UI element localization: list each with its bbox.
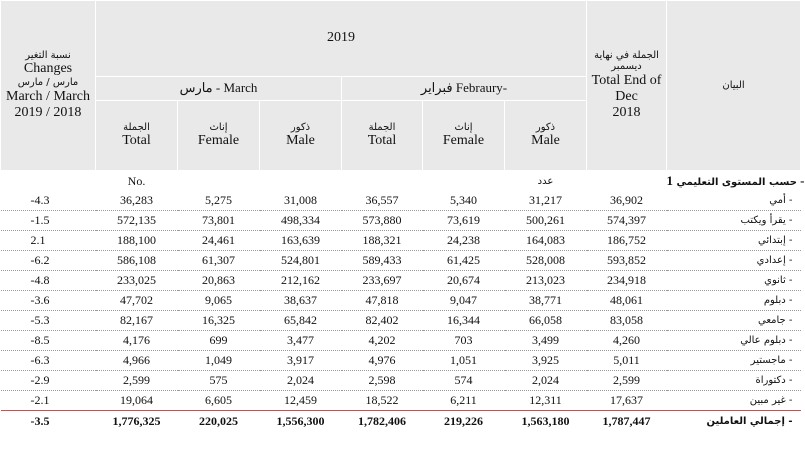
female-en-label: Female	[197, 133, 240, 149]
header-total-end	[587, 1, 667, 171]
cell-fm: 164,083	[505, 231, 587, 251]
cell-ft: 18,522	[342, 391, 423, 411]
row-label-text: غير مبين	[749, 395, 786, 406]
cell-ft: 82,402	[342, 311, 423, 331]
cell-ff: 9,047	[423, 291, 505, 311]
cell-ff: 219,226	[423, 411, 505, 432]
row-label: إبتدائي -	[667, 231, 801, 251]
row-label-text: دبلوم عالي	[740, 335, 786, 346]
cell-chg: -8.5	[1, 331, 96, 351]
cell-fm: 500,261	[505, 211, 587, 231]
cell-dec: 4,260	[587, 331, 667, 351]
total-end-ar-label: الجملة في نهاية ديسمبر	[594, 49, 659, 73]
total-end-year-label: 2018	[612, 105, 641, 121]
row-label-text: جامعي	[757, 315, 786, 326]
cell-fm: 1,563,180	[505, 411, 587, 432]
cell-mf: 73,801	[178, 211, 260, 231]
cell-fm: 213,023	[505, 271, 587, 291]
cell-ft: 188,321	[342, 231, 423, 251]
header-march-male	[260, 101, 342, 171]
row-label: دبلوم -	[667, 291, 801, 311]
cell-fm: 12,311	[505, 391, 587, 411]
row-label: إعدادي -	[667, 251, 801, 271]
table-row	[1, 371, 801, 391]
cell-fm: 38,771	[505, 291, 587, 311]
female-en-label: Female	[442, 133, 485, 149]
row-label-text: دبلوم	[763, 295, 786, 306]
cell-ft: 4,976	[342, 351, 423, 371]
cell-ff: 574	[423, 371, 505, 391]
cell-mt: 19,064	[96, 391, 178, 411]
cell-dec: 17,637	[587, 391, 667, 411]
total-ar-label: الجملة	[368, 121, 396, 133]
cell-mm: 31,008	[260, 191, 342, 211]
table-row	[1, 311, 801, 331]
total-end-en-label: Total End of Dec	[591, 72, 662, 104]
cell-chg: -5.3	[1, 311, 96, 331]
header-feb-female	[423, 101, 505, 171]
statement-label: البيان	[722, 79, 745, 91]
cell-ff: 1,051	[423, 351, 505, 371]
cell-chg: -2.9	[1, 371, 96, 391]
table-row	[1, 211, 801, 231]
years-label: 2019 / 2018	[14, 105, 82, 121]
cell-chg: -1.5	[1, 211, 96, 231]
february-label: فبراير Febraury-	[420, 80, 508, 96]
cell-dec: 1,787,447	[587, 411, 667, 432]
cell-ft: 589,433	[342, 251, 423, 271]
cell-mf: 699	[178, 331, 260, 351]
header-march-total	[96, 101, 178, 171]
cell-ft: 233,697	[342, 271, 423, 291]
section-number: 1 -	[666, 173, 805, 188]
row-label-text: إعدادي	[756, 255, 786, 266]
row-label-text: ثانوي	[764, 275, 786, 286]
table-row	[1, 191, 801, 211]
cell-mf: 5,275	[178, 191, 260, 211]
cell-mf: 61,307	[178, 251, 260, 271]
cell-fm: 528,008	[505, 251, 587, 271]
cell-mf: 9,065	[178, 291, 260, 311]
male-en-label: Male	[531, 133, 560, 149]
cell-mm: 498,334	[260, 211, 342, 231]
cell-ff: 703	[423, 331, 505, 351]
cell-mt: 233,025	[96, 271, 178, 291]
cell-ff: 6,211	[423, 391, 505, 411]
table-row	[1, 291, 801, 311]
cell-ft: 4,202	[342, 331, 423, 351]
cell-dec: 186,752	[587, 231, 667, 251]
cell-dec: 83,058	[587, 311, 667, 331]
cell-ff: 24,238	[423, 231, 505, 251]
cell-ff: 61,425	[423, 251, 505, 271]
row-label-text: دكتوراة	[755, 375, 786, 386]
row-label: أمي -	[667, 191, 801, 211]
section-heading	[666, 171, 805, 192]
row-label: إجمالي العاملين -	[667, 411, 801, 432]
row-label-text: ماجستير	[750, 355, 786, 366]
female-ar-label: إناث	[209, 121, 228, 133]
row-label: دبلوم عالي -	[667, 331, 801, 351]
table-header	[1, 1, 801, 171]
cell-mm: 212,162	[260, 271, 342, 291]
cell-ft: 573,880	[342, 211, 423, 231]
cell-mm: 524,801	[260, 251, 342, 271]
header-feb-total	[342, 101, 423, 171]
cell-fm: 3,925	[505, 351, 587, 371]
cell-mt: 586,108	[96, 251, 178, 271]
header-march	[96, 77, 342, 101]
changes-en-label: Changes	[23, 61, 73, 77]
header-statement	[667, 1, 801, 171]
cell-mf: 16,325	[178, 311, 260, 331]
row-label-text: إبتدائي	[758, 235, 786, 246]
cell-fm: 31,217	[505, 191, 587, 211]
year-label: 2019	[327, 30, 356, 46]
unit-row	[1, 171, 801, 192]
table-row	[1, 251, 801, 271]
row-label: ثانوي -	[667, 271, 801, 291]
cell-fm: 3,499	[505, 331, 587, 351]
cell-chg: -2.1	[1, 391, 96, 411]
male-ar-label: ذكور	[290, 121, 311, 133]
table-row	[1, 391, 801, 411]
row-label: يقرأ ويكتب -	[667, 211, 801, 231]
march-march-en-label: March / March	[6, 88, 90, 104]
cell-mm: 163,639	[260, 231, 342, 251]
cell-chg: -6.2	[1, 251, 96, 271]
cell-mt: 2,599	[96, 371, 178, 391]
total-en-label: Total	[367, 133, 397, 149]
header-march-female	[178, 101, 260, 171]
cell-mf: 6,605	[178, 391, 260, 411]
row-label: دكتوراة -	[667, 371, 801, 391]
cell-mt: 188,100	[96, 231, 178, 251]
row-label-text: إجمالي العاملين	[706, 415, 785, 427]
cell-chg: -3.6	[1, 291, 96, 311]
cell-mm: 65,842	[260, 311, 342, 331]
row-label: جامعي -	[667, 311, 801, 331]
cell-mt: 82,167	[96, 311, 178, 331]
cell-dec: 593,852	[587, 251, 667, 271]
cell-ft: 36,557	[342, 191, 423, 211]
march-label: مارس - March	[179, 80, 258, 96]
cell-mt: 1,776,325	[96, 411, 178, 432]
table-body	[1, 171, 805, 432]
cell-chg: -4.8	[1, 271, 96, 291]
row-label-text: أمي	[769, 195, 786, 206]
total-ar-label: الجملة	[123, 121, 150, 133]
cell-ft: 47,818	[342, 291, 423, 311]
table-row	[1, 231, 801, 251]
cell-mt: 4,966	[96, 351, 178, 371]
total-en-label: Total	[122, 133, 151, 149]
cell-ft: 1,782,406	[342, 411, 423, 432]
unit-no: No.	[127, 173, 146, 188]
table-row	[1, 271, 801, 291]
cell-mt: 572,135	[96, 211, 178, 231]
cell-ft: 2,598	[342, 371, 423, 391]
total-row	[1, 411, 801, 432]
cell-dec: 36,902	[587, 191, 667, 211]
cell-dec: 574,397	[587, 211, 667, 231]
cell-mf: 575	[178, 371, 260, 391]
header-changes	[1, 1, 96, 171]
cell-ff: 5,340	[423, 191, 505, 211]
section-label: حسب المستوى التعليمي	[676, 177, 797, 188]
cell-ff: 16,344	[423, 311, 505, 331]
cell-mm: 3,477	[260, 331, 342, 351]
cell-mt: 36,283	[96, 191, 178, 211]
cell-mm: 3,917	[260, 351, 342, 371]
cell-mt: 47,702	[96, 291, 178, 311]
table-row	[1, 331, 801, 351]
row-label: غير مبين -	[667, 391, 801, 411]
cell-dec: 234,918	[587, 271, 667, 291]
cell-chg: -6.3	[1, 351, 96, 371]
march-march-ar-label: مارس / مارس	[17, 77, 79, 89]
female-ar-label: إناث	[454, 121, 473, 133]
cell-mm: 38,637	[260, 291, 342, 311]
cell-dec: 2,599	[587, 371, 667, 391]
cell-ff: 73,619	[423, 211, 505, 231]
header-feb-male	[505, 101, 587, 171]
cell-mf: 1,049	[178, 351, 260, 371]
cell-mm: 1,556,300	[260, 411, 342, 432]
row-label-text: يقرأ ويكتب	[740, 215, 786, 226]
cell-fm: 2,024	[505, 371, 587, 391]
table-row	[1, 351, 801, 371]
cell-mm: 2,024	[260, 371, 342, 391]
cell-mf: 220,025	[178, 411, 260, 432]
cell-mt: 4,176	[96, 331, 178, 351]
header-february	[342, 77, 587, 101]
cell-dec: 48,061	[587, 291, 667, 311]
cell-ff: 20,674	[423, 271, 505, 291]
cell-chg: -3.5	[1, 411, 96, 432]
cell-dec: 5,011	[587, 351, 667, 371]
row-label: ماجستير -	[667, 351, 801, 371]
cell-mf: 24,461	[178, 231, 260, 251]
cell-mm: 12,459	[260, 391, 342, 411]
male-ar-label: ذكور	[535, 121, 556, 133]
cell-chg: -4.3	[1, 191, 96, 211]
header-year	[96, 1, 587, 77]
male-en-label: Male	[286, 133, 315, 149]
changes-ar-label: نسبة التغير	[25, 49, 71, 61]
cell-fm: 66,058	[505, 311, 587, 331]
unit-adad: عدد	[537, 175, 554, 187]
cell-chg: 2.1	[1, 231, 96, 251]
cell-mf: 20,863	[178, 271, 260, 291]
